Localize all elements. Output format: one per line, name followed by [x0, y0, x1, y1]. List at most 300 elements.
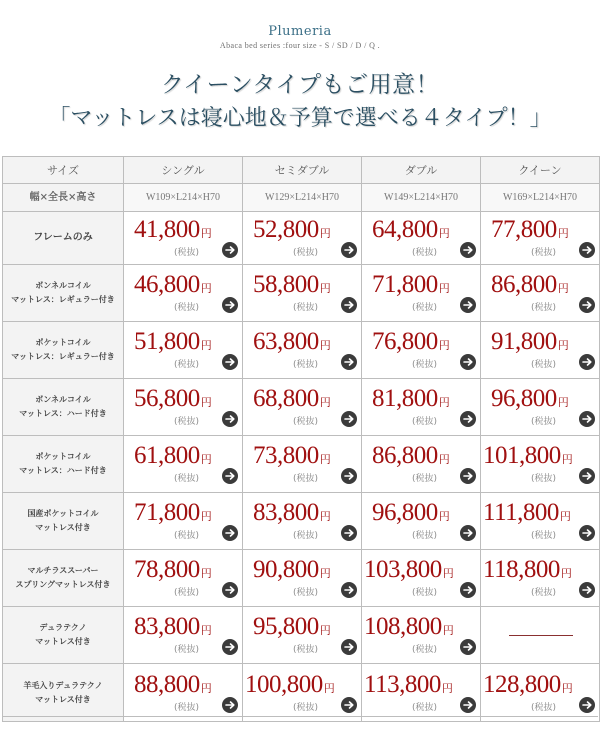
- price-cell: [362, 664, 481, 722]
- price-cell: [243, 212, 362, 265]
- tax-note: (税抜): [174, 360, 200, 370]
- arrow-right-icon[interactable]: [341, 242, 357, 258]
- price-cell-inner: [124, 664, 242, 721]
- series-subtitle: Abaca bed series :four size - S / SD / D / Q .: [219, 41, 381, 50]
- tax-note: (税抜): [293, 248, 319, 258]
- table-row: [3, 212, 600, 265]
- arrow-right-icon[interactable]: [579, 582, 595, 598]
- price-cell: [243, 607, 362, 664]
- row-label: [3, 379, 124, 436]
- price-cell-inner: [124, 322, 242, 378]
- tax-note: (税抜): [293, 417, 319, 427]
- tax-note: (税抜): [531, 417, 557, 427]
- price-content: [481, 436, 599, 492]
- price-content: [243, 212, 361, 264]
- price-content: [362, 550, 480, 606]
- row-label: [3, 607, 124, 664]
- yen-unit: 円: [442, 567, 454, 580]
- arrow-right-icon[interactable]: [341, 697, 357, 713]
- tax-note: (税抜): [412, 417, 438, 427]
- price-number: 68,800: [253, 385, 319, 412]
- price-number: 61,800: [134, 442, 200, 469]
- price-content: [243, 379, 361, 435]
- tax-note: (税抜): [293, 702, 319, 713]
- table-row: [3, 607, 600, 664]
- tax-note: (税抜): [531, 303, 557, 313]
- price-number: 41,800: [134, 216, 200, 243]
- price-cell-inner: [243, 212, 361, 264]
- price-content: [124, 436, 242, 492]
- yen-unit: 円: [438, 453, 450, 466]
- price-content: [362, 265, 480, 321]
- price-cell-inner: [481, 436, 599, 492]
- table-row: [3, 379, 600, 436]
- price-number: 81,800: [372, 385, 438, 412]
- price-cell-inner: [124, 379, 242, 435]
- tax-note: (税抜): [293, 588, 319, 598]
- price-number: 95,800: [253, 613, 319, 640]
- price-cell-inner: [362, 664, 480, 721]
- price-cell-inner: [243, 664, 361, 721]
- arrow-right-icon[interactable]: [460, 411, 476, 427]
- price-cell-inner: [481, 265, 599, 321]
- row-label-line1: デュラテクノ: [39, 623, 87, 632]
- arrow-right-icon[interactable]: [341, 639, 357, 655]
- arrow-right-icon[interactable]: [341, 411, 357, 427]
- price-cell-inner: [362, 607, 480, 663]
- price-content: [362, 607, 480, 663]
- price-number: 118,800: [483, 556, 560, 583]
- price-cell: [243, 664, 362, 722]
- arrow-right-icon[interactable]: [341, 354, 357, 370]
- price-number: 83,800: [134, 613, 200, 640]
- price-cell-inner: [481, 493, 599, 549]
- price-number: 108,800: [364, 613, 442, 640]
- arrow-right-icon[interactable]: [460, 468, 476, 484]
- tax-note: (税抜): [174, 645, 200, 655]
- price-cell: [124, 664, 243, 722]
- yen-unit: 円: [200, 339, 212, 352]
- price-cell-inner: [243, 493, 361, 549]
- price-cell-inner: [243, 322, 361, 378]
- yen-unit: 円: [319, 453, 331, 466]
- arrow-right-icon[interactable]: [222, 468, 238, 484]
- arrow-right-icon[interactable]: [222, 697, 238, 713]
- yen-unit: 円: [438, 396, 450, 409]
- tax-note: (税抜): [531, 360, 557, 370]
- dimensions-double: W149×L214×H70: [362, 184, 481, 212]
- table-row: [3, 322, 600, 379]
- arrow-right-icon[interactable]: [460, 354, 476, 370]
- table-row: [3, 664, 600, 722]
- arrow-right-icon[interactable]: [460, 639, 476, 655]
- arrow-right-icon[interactable]: [222, 411, 238, 427]
- yen-unit: 円: [557, 339, 569, 352]
- price-cell-inner: [481, 212, 599, 264]
- price-content: [124, 607, 242, 663]
- price-cell: [481, 493, 600, 550]
- price-number: 83,800: [253, 499, 319, 526]
- yen-unit: 円: [560, 567, 572, 580]
- yen-unit: 円: [557, 396, 569, 409]
- price-content: [243, 322, 361, 378]
- price-cell: [362, 607, 481, 664]
- price-number: 73,800: [253, 442, 319, 469]
- price-content: [362, 493, 480, 549]
- tax-note: (税抜): [174, 588, 200, 598]
- price-cell: [362, 322, 481, 379]
- price-cell-inner: [243, 436, 361, 492]
- arrow-right-icon[interactable]: [460, 582, 476, 598]
- price-number: 91,800: [491, 328, 557, 355]
- price-number: 71,800: [134, 499, 200, 526]
- row-label-line2: マットレス：レギュラー付き: [11, 352, 115, 361]
- price-cell: [124, 379, 243, 436]
- price-cell-inner: [362, 379, 480, 435]
- price-cell: [243, 436, 362, 493]
- price-content: [481, 212, 599, 264]
- yen-unit: 円: [438, 339, 450, 352]
- price-cell: [124, 436, 243, 493]
- price-content: [481, 607, 599, 663]
- price-cell: [362, 265, 481, 322]
- price-cell-inner: [124, 436, 242, 492]
- arrow-right-icon[interactable]: [460, 697, 476, 713]
- tax-note: (税抜): [412, 588, 438, 598]
- column-queen: クイーン: [481, 157, 600, 184]
- tax-note: (税抜): [174, 248, 200, 258]
- price-cell: [362, 550, 481, 607]
- price-content: [362, 379, 480, 435]
- price-cell: [481, 212, 600, 265]
- price-cell: [362, 493, 481, 550]
- yen-unit: 円: [561, 453, 573, 466]
- price-cell: [362, 436, 481, 493]
- price-number: 90,800: [253, 556, 319, 583]
- price-cell-inner: [124, 493, 242, 549]
- tax-note: (税抜): [412, 702, 438, 713]
- price-content: [362, 322, 480, 378]
- column-semi-double: セミダブル: [243, 157, 362, 184]
- price-content: [124, 212, 242, 264]
- price-cell-inner: [481, 379, 599, 435]
- price-content: [124, 322, 242, 378]
- row-label-line1: 国産ポケットコイル: [27, 509, 99, 518]
- row-label-line2: マットレス付き: [35, 694, 91, 704]
- price-number: 76,800: [372, 328, 438, 355]
- tax-note: (税抜): [293, 303, 319, 313]
- price-cell: [124, 493, 243, 550]
- row-label: [3, 436, 124, 493]
- price-cell-inner: [362, 265, 480, 321]
- yen-unit: 円: [319, 510, 331, 523]
- price-content: [243, 265, 361, 321]
- tax-note: (税抜): [174, 531, 200, 541]
- price-cell-inner: [362, 212, 480, 264]
- yen-unit: 円: [559, 510, 571, 523]
- tax-note: (税抜): [531, 474, 557, 484]
- row-label: [3, 493, 124, 550]
- price-cell-inner: [481, 664, 599, 721]
- table-row: [3, 436, 600, 493]
- tax-note: (税抜): [412, 303, 438, 313]
- price-content: [124, 493, 242, 549]
- price-cell: [124, 607, 243, 664]
- tax-note: (税抜): [293, 360, 319, 370]
- tax-note: (税抜): [412, 360, 438, 370]
- row-label-line2: マットレス付き: [35, 523, 91, 532]
- price-content: [362, 664, 480, 721]
- price-cell: [243, 322, 362, 379]
- price-cell: [124, 212, 243, 265]
- yen-unit: 円: [319, 567, 331, 580]
- price-cell-inner: [243, 265, 361, 321]
- yen-unit: 円: [442, 624, 454, 637]
- row-label-line2: マットレス：ハード付き: [19, 466, 107, 475]
- price-cell: [243, 493, 362, 550]
- row-label-line2: マットレス：レギュラー付き: [11, 295, 115, 304]
- price-cell-inner: [481, 607, 599, 663]
- arrow-right-icon[interactable]: [460, 525, 476, 541]
- tax-note: (税抜): [412, 248, 438, 258]
- table-row: [3, 265, 600, 322]
- arrow-right-icon[interactable]: [460, 297, 476, 313]
- price-cell: [243, 265, 362, 322]
- price-cell-inner: [362, 493, 480, 549]
- dimensions-label: 幅×全長×高さ: [3, 184, 124, 212]
- price-number: 77,800: [491, 216, 557, 243]
- price-cell: [124, 550, 243, 607]
- row-label-line1: フレームのみ: [33, 232, 93, 243]
- price-number: 64,800: [372, 216, 438, 243]
- row-label-line2: スプリングマットレス付き: [15, 580, 111, 589]
- price-cell-inner: [124, 607, 242, 663]
- price-content: [481, 265, 599, 321]
- headline-mattress: 「マットレスは寝心地＆予算で選べる４タイプ！」: [48, 106, 552, 131]
- price-content: [362, 212, 480, 264]
- price-number: 128,800: [483, 670, 561, 698]
- tax-note: (税抜): [293, 645, 319, 655]
- arrow-right-icon[interactable]: [579, 242, 595, 258]
- price-content: [481, 664, 599, 721]
- yen-unit: 円: [200, 624, 212, 637]
- price-number: 100,800: [245, 670, 323, 698]
- tax-note: (税抜): [412, 645, 438, 655]
- yen-unit: 円: [438, 510, 450, 523]
- row-label-line2: マットレス：ハード付き: [19, 409, 107, 418]
- arrow-right-icon[interactable]: [579, 354, 595, 370]
- price-cell: [481, 607, 600, 664]
- price-content: [243, 550, 361, 606]
- yen-unit: 円: [438, 227, 450, 240]
- size-header: サイズ: [3, 157, 124, 184]
- price-cell-inner: [243, 550, 361, 606]
- price-content: [481, 322, 599, 378]
- tax-note: (税抜): [531, 531, 557, 541]
- tax-note: (税抜): [531, 588, 557, 598]
- table-row: [3, 550, 600, 607]
- price-number: 101,800: [483, 442, 561, 469]
- price-cell-inner: [481, 550, 599, 606]
- yen-unit: 円: [319, 624, 331, 637]
- tax-note: (税抜): [174, 303, 200, 313]
- price-number: 63,800: [253, 328, 319, 355]
- yen-unit: 円: [441, 681, 453, 695]
- yen-unit: 円: [323, 681, 335, 695]
- dimensions-single: W109×L214×H70: [124, 184, 243, 212]
- tax-note: (税抜): [174, 417, 200, 427]
- price-cell-inner: [243, 607, 361, 663]
- yen-unit: 円: [200, 227, 212, 240]
- price-cell-inner: [124, 265, 242, 321]
- price-cell-inner: [243, 379, 361, 435]
- price-cell-inner: [124, 212, 242, 264]
- row-label-line1: ボンネルコイル: [35, 395, 91, 404]
- price-content: [481, 493, 599, 549]
- yen-unit: 円: [438, 282, 450, 295]
- headline-queen: クイーンタイプもご用意！: [160, 72, 440, 98]
- price-cell: [124, 265, 243, 322]
- price-number: 46,800: [134, 271, 200, 298]
- arrow-right-icon[interactable]: [222, 582, 238, 598]
- price-cell-inner: [362, 322, 480, 378]
- brand-title: Plumeria: [268, 24, 332, 39]
- price-cell-inner: [124, 550, 242, 606]
- price-cell: [362, 379, 481, 436]
- yen-unit: 円: [561, 681, 573, 695]
- price-cell: [362, 212, 481, 265]
- price-content: [243, 493, 361, 549]
- price-number: 96,800: [372, 499, 438, 526]
- arrow-right-icon[interactable]: [460, 242, 476, 258]
- tax-note: (税抜): [293, 531, 319, 541]
- arrow-right-icon[interactable]: [579, 525, 595, 541]
- price-number: 86,800: [491, 271, 557, 298]
- dimensions-semi-double: W129×L214×H70: [243, 184, 362, 212]
- not-available-dash: [509, 635, 573, 636]
- dimensions-queen: W169×L214×H70: [481, 184, 600, 212]
- table-header-row: [3, 157, 600, 184]
- price-number: 88,800: [134, 670, 200, 698]
- price-content: [481, 379, 599, 435]
- arrow-right-icon[interactable]: [341, 582, 357, 598]
- yen-unit: 円: [319, 227, 331, 240]
- row-label-line1: マルチラススーパー: [27, 566, 99, 575]
- arrow-right-icon[interactable]: [579, 468, 595, 484]
- tax-note: (税抜): [412, 531, 438, 541]
- yen-unit: 円: [319, 339, 331, 352]
- yen-unit: 円: [319, 396, 331, 409]
- price-number: 51,800: [134, 328, 200, 355]
- price-cell: [481, 436, 600, 493]
- price-content: [124, 379, 242, 435]
- arrow-right-icon[interactable]: [341, 468, 357, 484]
- price-cell: [481, 550, 600, 607]
- price-content: [243, 607, 361, 663]
- price-content: [243, 436, 361, 492]
- price-cell-inner: [362, 436, 480, 492]
- row-label: [3, 322, 124, 379]
- yen-unit: 円: [319, 282, 331, 295]
- row-label-line1: ボンネルコイル: [35, 281, 91, 290]
- arrow-right-icon[interactable]: [579, 697, 595, 713]
- price-cell: [481, 379, 600, 436]
- price-cell-inner: [481, 322, 599, 378]
- arrow-right-icon[interactable]: [222, 354, 238, 370]
- yen-unit: 円: [200, 453, 212, 466]
- price-number: 113,800: [364, 670, 441, 698]
- row-label: [3, 212, 124, 265]
- yen-unit: 円: [557, 227, 569, 240]
- table-bottom-border: [2, 716, 598, 717]
- arrow-right-icon[interactable]: [579, 297, 595, 313]
- row-label: [3, 550, 124, 607]
- row-label-line2: マットレス付き: [35, 637, 91, 646]
- price-cell: [243, 550, 362, 607]
- arrow-right-icon[interactable]: [341, 297, 357, 313]
- yen-unit: 円: [200, 510, 212, 523]
- price-content: [481, 550, 599, 606]
- row-label-line1: ポケットコイル: [35, 338, 91, 347]
- price-cell: [481, 265, 600, 322]
- price-content: [124, 265, 242, 321]
- price-cell: [481, 664, 600, 722]
- yen-unit: 円: [200, 282, 212, 295]
- price-content: [124, 664, 242, 721]
- yen-unit: 円: [200, 681, 212, 695]
- price-cell: [243, 379, 362, 436]
- table-row: [3, 493, 600, 550]
- row-label: [3, 265, 124, 322]
- price-table: [2, 156, 600, 722]
- column-double: ダブル: [362, 157, 481, 184]
- dimensions-row: [3, 184, 600, 212]
- price-content: [124, 550, 242, 606]
- arrow-right-icon[interactable]: [222, 297, 238, 313]
- price-content: [243, 664, 361, 721]
- tax-note: (税抜): [412, 474, 438, 484]
- price-number: 86,800: [372, 442, 438, 469]
- tax-note: (税抜): [174, 474, 200, 484]
- row-label-line1: ポケットコイル: [35, 452, 91, 461]
- price-number: 78,800: [134, 556, 200, 583]
- yen-unit: 円: [200, 567, 212, 580]
- price-number: 96,800: [491, 385, 557, 412]
- arrow-right-icon[interactable]: [341, 525, 357, 541]
- price-cell-inner: [362, 550, 480, 606]
- price-cell: [124, 322, 243, 379]
- tax-note: (税抜): [531, 702, 557, 713]
- row-label: [3, 664, 124, 722]
- arrow-right-icon[interactable]: [222, 242, 238, 258]
- tax-note: (税抜): [293, 474, 319, 484]
- arrow-right-icon[interactable]: [222, 525, 238, 541]
- price-number: 103,800: [364, 556, 442, 583]
- price-number: 58,800: [253, 271, 319, 298]
- yen-unit: 円: [200, 396, 212, 409]
- price-content: [362, 436, 480, 492]
- price-number: 56,800: [134, 385, 200, 412]
- arrow-right-icon[interactable]: [222, 639, 238, 655]
- tax-note: (税抜): [531, 248, 557, 258]
- column-single: シングル: [124, 157, 243, 184]
- tax-note: (税抜): [174, 702, 200, 713]
- price-number: 71,800: [372, 271, 438, 298]
- arrow-right-icon[interactable]: [579, 411, 595, 427]
- price-cell: [481, 322, 600, 379]
- yen-unit: 円: [557, 282, 569, 295]
- price-number: 52,800: [253, 216, 319, 243]
